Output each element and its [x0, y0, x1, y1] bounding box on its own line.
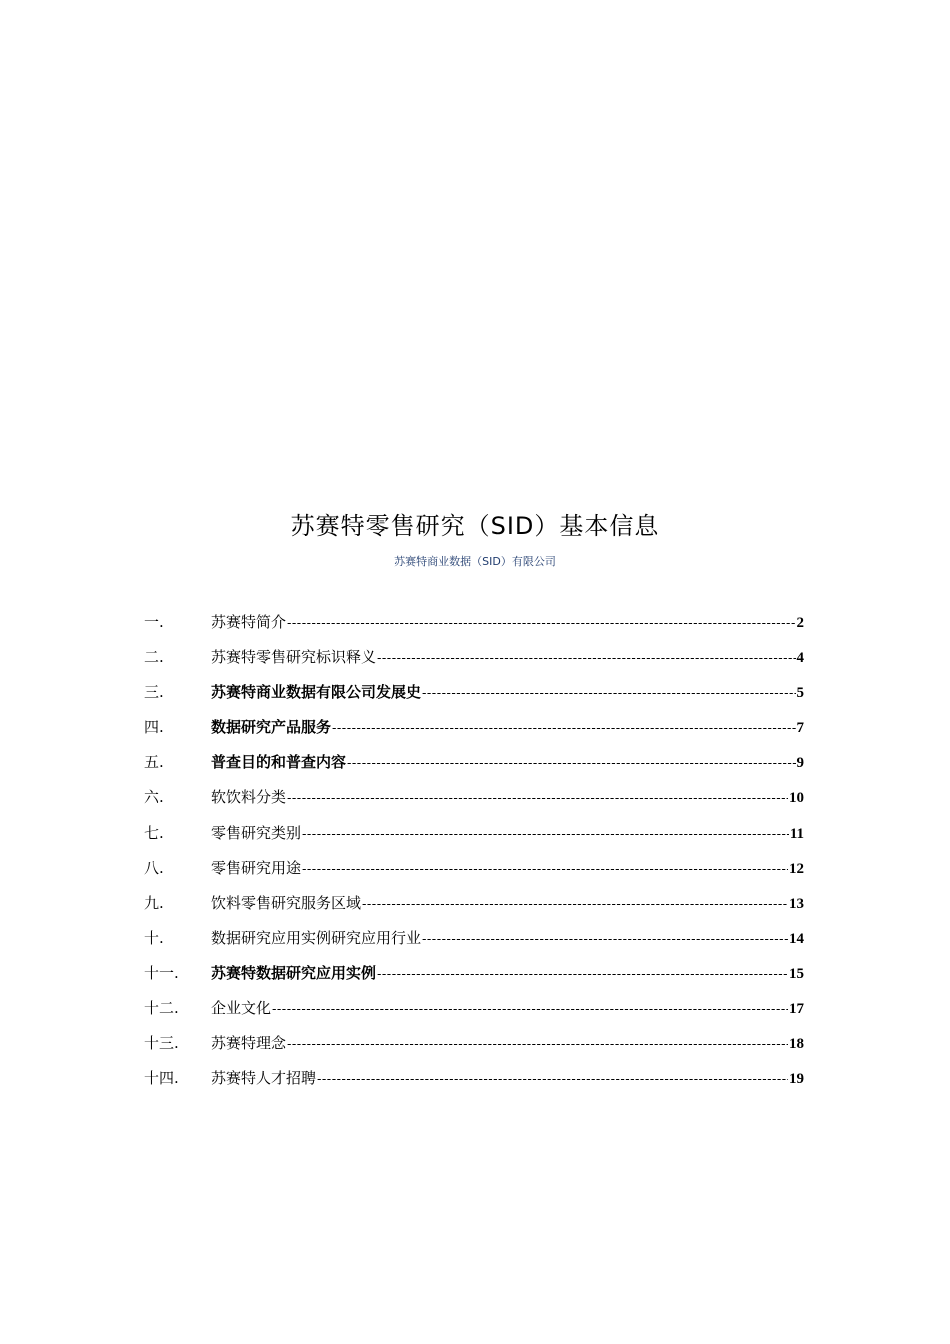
- toc-entry-page-number: 4: [796, 650, 804, 667]
- toc-entry-number: 八.: [144, 858, 164, 877]
- toc-entry-label: 苏赛特零售研究标识释义: [211, 648, 377, 667]
- toc-entry-label: 企业文化: [211, 999, 272, 1018]
- toc-entry-label: 数据研究产品服务: [211, 718, 332, 737]
- toc-entry[interactable]: [144, 858, 804, 893]
- toc-entry-label: 软饮料分类: [211, 788, 287, 807]
- toc-entry-page-number: 5: [796, 685, 804, 702]
- toc-entry-number: 三.: [144, 683, 164, 702]
- toc-dot-leader: [422, 684, 795, 704]
- toc-entry-number: 九.: [144, 893, 164, 912]
- toc-entry-page-number: 18: [789, 1036, 804, 1053]
- toc-entry-page-number: 15: [789, 965, 804, 982]
- toc-entry-number: 二.: [144, 648, 164, 667]
- table-of-contents: [144, 612, 804, 1103]
- toc-entry-label: 苏赛特数据研究应用实例: [211, 963, 377, 982]
- toc-dot-leader: [347, 754, 795, 774]
- document-title: 苏赛特零售研究（SID）基本信息: [290, 512, 660, 540]
- toc-entry-label: 零售研究类别: [211, 823, 302, 842]
- toc-dot-leader: [362, 895, 788, 915]
- toc-entry-label: 数据研究应用实例研究应用行业: [211, 928, 422, 947]
- toc-entry[interactable]: [144, 612, 804, 647]
- toc-entry-number: 十二.: [144, 999, 179, 1018]
- toc-entry-page-number: 17: [789, 1001, 804, 1018]
- toc-entry[interactable]: [144, 717, 804, 752]
- toc-entry-number: 十四.: [144, 1069, 179, 1088]
- toc-entry-number: 十.: [144, 928, 164, 947]
- toc-entry-label: 零售研究用途: [211, 858, 302, 877]
- toc-entry[interactable]: [144, 823, 804, 858]
- toc-dot-leader: [302, 860, 788, 880]
- toc-entry[interactable]: [144, 647, 804, 682]
- toc-entry-number: 十三.: [144, 1034, 179, 1053]
- toc-entry-page-number: 10: [789, 790, 804, 807]
- toc-entry-number: 五.: [144, 753, 164, 772]
- toc-entry-page-number: 14: [789, 930, 804, 947]
- toc-dot-leader: [317, 1070, 788, 1090]
- document-subtitle: 苏赛特商业数据（SID）有限公司: [394, 555, 556, 568]
- toc-dot-leader: [287, 614, 795, 634]
- toc-dot-leader: [287, 789, 788, 809]
- toc-entry-number: 六.: [144, 788, 164, 807]
- toc-entry-page-number: 7: [796, 720, 804, 737]
- toc-entry-page-number: 11: [789, 825, 804, 842]
- toc-entry[interactable]: [144, 787, 804, 822]
- toc-dot-leader: [302, 825, 789, 845]
- toc-entry[interactable]: [144, 928, 804, 963]
- toc-dot-leader: [287, 1035, 788, 1055]
- toc-entry[interactable]: [144, 893, 804, 928]
- toc-entry-number: 四.: [144, 718, 164, 737]
- toc-dot-leader: [332, 719, 795, 739]
- toc-entry-label: 苏赛特理念: [211, 1034, 287, 1053]
- toc-entry-number: 十一.: [144, 963, 179, 982]
- toc-entry-page-number: 9: [796, 755, 804, 772]
- toc-entry-label: 饮料零售研究服务区域: [211, 893, 362, 912]
- toc-entry[interactable]: [144, 963, 804, 998]
- toc-entry-page-number: 13: [789, 895, 804, 912]
- toc-dot-leader: [377, 965, 788, 985]
- toc-entry-number: 一.: [144, 613, 164, 631]
- toc-entry[interactable]: [144, 1068, 804, 1103]
- toc-entry-label: 普查目的和普查内容: [211, 753, 347, 772]
- toc-entry-page-number: 2: [796, 615, 804, 631]
- toc-entry[interactable]: [144, 998, 804, 1033]
- toc-entry[interactable]: [144, 682, 804, 717]
- toc-dot-leader: [377, 649, 795, 669]
- toc-dot-leader: [272, 1000, 788, 1020]
- toc-entry-page-number: 19: [789, 1071, 804, 1088]
- toc-dot-leader: [422, 930, 788, 950]
- toc-entry-label: 苏赛特人才招聘: [211, 1069, 317, 1088]
- toc-entry-page-number: 12: [789, 860, 804, 877]
- toc-entry[interactable]: [144, 1033, 804, 1068]
- toc-entry-label: 苏赛特商业数据有限公司发展史: [211, 683, 422, 702]
- toc-entry[interactable]: [144, 752, 804, 787]
- toc-entry-label: 苏赛特简介: [211, 613, 287, 631]
- toc-entry-number: 七.: [144, 823, 164, 842]
